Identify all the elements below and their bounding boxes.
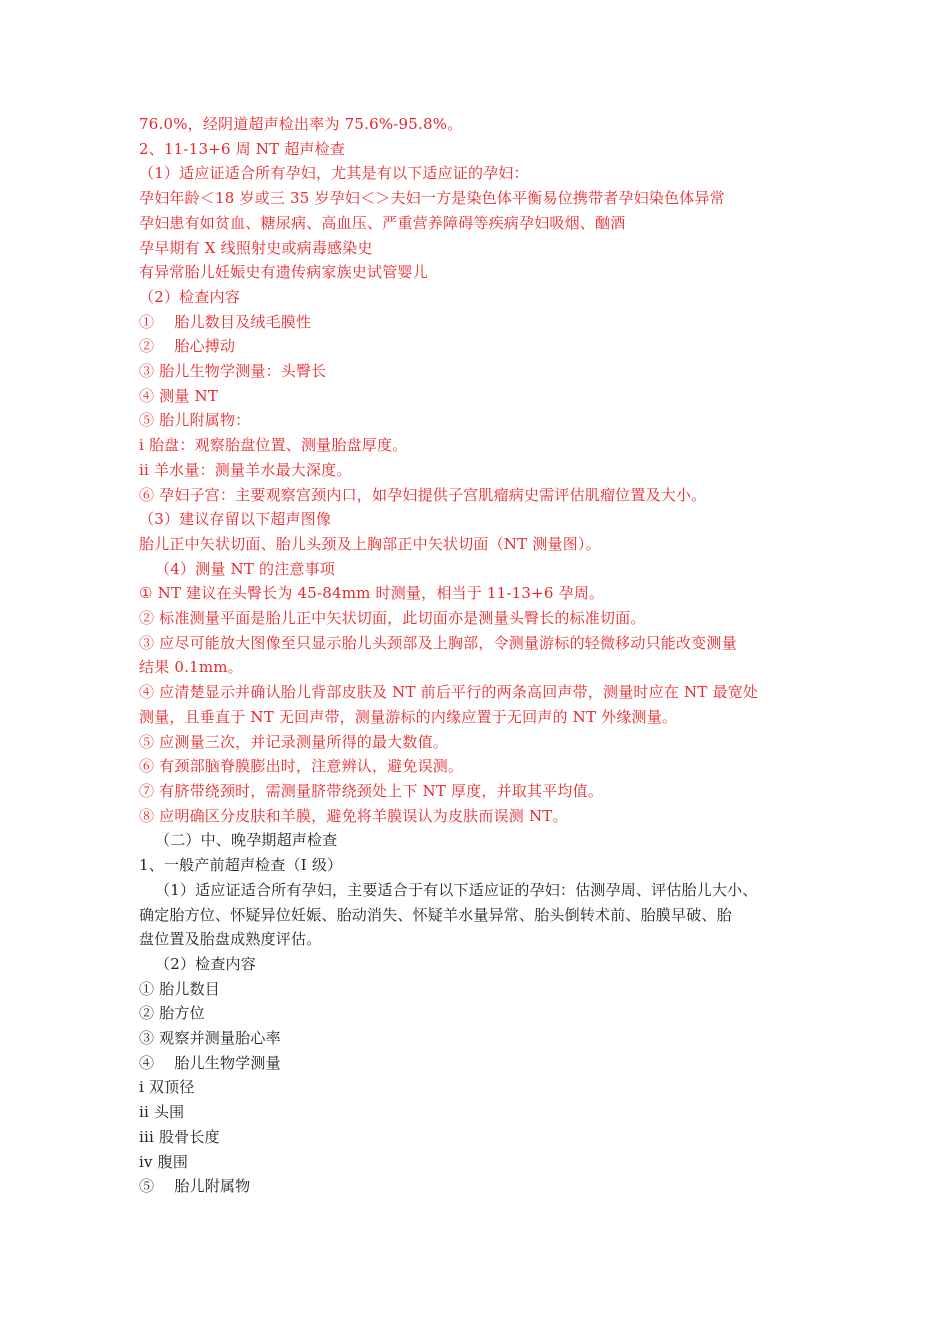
- text-line: ③ 胎儿生物学测量：头臀长: [139, 362, 327, 381]
- text-line: （1）适应证适合所有孕妇，主要适合于有以下适应证的孕妇：估测孕周、评估胎儿大小、: [155, 880, 758, 899]
- text-line: ii 头围: [139, 1103, 185, 1122]
- text-line: ② 标准测量平面是胎儿正中矢状切面，此切面亦是测量头臀长的标准切面。: [139, 609, 646, 628]
- text-line: iv 腹围: [139, 1152, 189, 1171]
- text-line: ② 胎心搏动: [139, 337, 236, 356]
- text-line: ① NT 建议在头臀长为 45-84mm 时测量，相当于 11-13+6 孕周。: [139, 584, 605, 603]
- text-line: 确定胎方位、怀疑异位妊娠、胎动消失、怀疑羊水量异常、胎头倒转术前、胎膜早破、胎: [139, 905, 732, 924]
- text-line: 胎儿正中矢状切面、胎儿头颈及上胸部正中矢状切面（NT 测量图）。: [139, 534, 601, 553]
- text-line: ② 胎方位: [139, 1004, 205, 1023]
- text-line: ⑤ 胎儿附属物：: [139, 411, 251, 430]
- text-line: （4）测量 NT 的注意事项: [155, 559, 336, 578]
- text-line: ④ 测量 NT: [139, 386, 219, 405]
- text-line: ④ 应清楚显示并确认胎儿背部皮肤及 NT 前后平行的两条高回声带，测量时应在 NT 最宽处: [139, 683, 759, 702]
- text-line: 76.0%，经阴道超声检出率为 75.6%-95.8%。: [139, 115, 463, 133]
- text-line: 测量，且垂直于 NT 无回声带，测量游标的内缘应置于无回声的 NT 外缘测量。: [139, 707, 678, 726]
- text-line: iii 股骨长度: [139, 1127, 220, 1146]
- text-line: ⑥ 孕妇子宫：主要观察宫颈内口，如孕妇提供子宫肌瘤病史需评估肌瘤位置及大小。: [139, 485, 707, 504]
- text-line: （2）检查内容: [155, 954, 256, 973]
- text-line: （2）检查内容: [139, 287, 240, 306]
- text-line: 盘位置及胎盘成熟度评估。: [139, 930, 322, 949]
- text-line: ⑧ 应明确区分皮肤和羊膜，避免将羊膜误认为皮肤而误测 NT。: [139, 806, 568, 825]
- text-line: 孕妇年龄＜18 岁或三 35 岁孕妇＜＞夫妇一方是染色体平衡易位携带者孕妇染色体异常: [139, 189, 725, 208]
- text-line: ⑥ 有颈部脑脊膜膨出时，注意辨认，避免误测。: [139, 757, 464, 776]
- text-line: ① 胎儿数目及绒毛膜性: [139, 312, 312, 331]
- text-line: （3）建议存留以下超声图像: [139, 510, 332, 529]
- text-line: 2、11-13+6 周 NT 超声检查: [139, 139, 346, 158]
- text-line: 结果 0.1mm。: [139, 658, 243, 677]
- text-line: ⑤ 胎儿附属物: [139, 1177, 251, 1196]
- text-line: （1）适应证适合所有孕妇，尤其是有以下适应证的孕妇：: [139, 164, 529, 183]
- text-line: 有异常胎儿妊娠史有遗传病家族史试管婴儿: [139, 263, 428, 282]
- text-line: ③ 应尽可能放大图像至只显示胎儿头颈部及上胸部，令测量游标的轻微移动只能改变测量: [139, 633, 737, 652]
- text-line: 孕早期有 X 线照射史或病毒感染史: [139, 238, 373, 257]
- text-line: ⑤ 应测量三次，并记录测量所得的最大数值。: [139, 732, 448, 751]
- text-line: i 双顶径: [139, 1078, 195, 1097]
- text-line: ⑦ 有脐带绕颈时，需测量脐带绕颈处上下 NT 厚度，并取其平均值。: [139, 781, 604, 800]
- document-body: [139, 112, 829, 1199]
- text-line: 1、一般产前超声检查（I 级）: [139, 856, 343, 875]
- text-line: i 胎盘：观察胎盘位置、测量胎盘厚度。: [139, 436, 408, 455]
- text-line: （二）中、晚孕期超声检查: [155, 831, 338, 850]
- text-line: 孕妇患有如贫血、糖尿病、高血压、严重营养障碍等疾病孕妇吸烟、酗酒: [139, 213, 626, 232]
- text-line: ③ 观察并测量胎心率: [139, 1029, 281, 1048]
- text-line: ① 胎儿数目: [139, 979, 220, 998]
- text-line: ii 羊水量：测量羊水最大深度。: [139, 460, 352, 479]
- text-line: ④ 胎儿生物学测量: [139, 1053, 281, 1072]
